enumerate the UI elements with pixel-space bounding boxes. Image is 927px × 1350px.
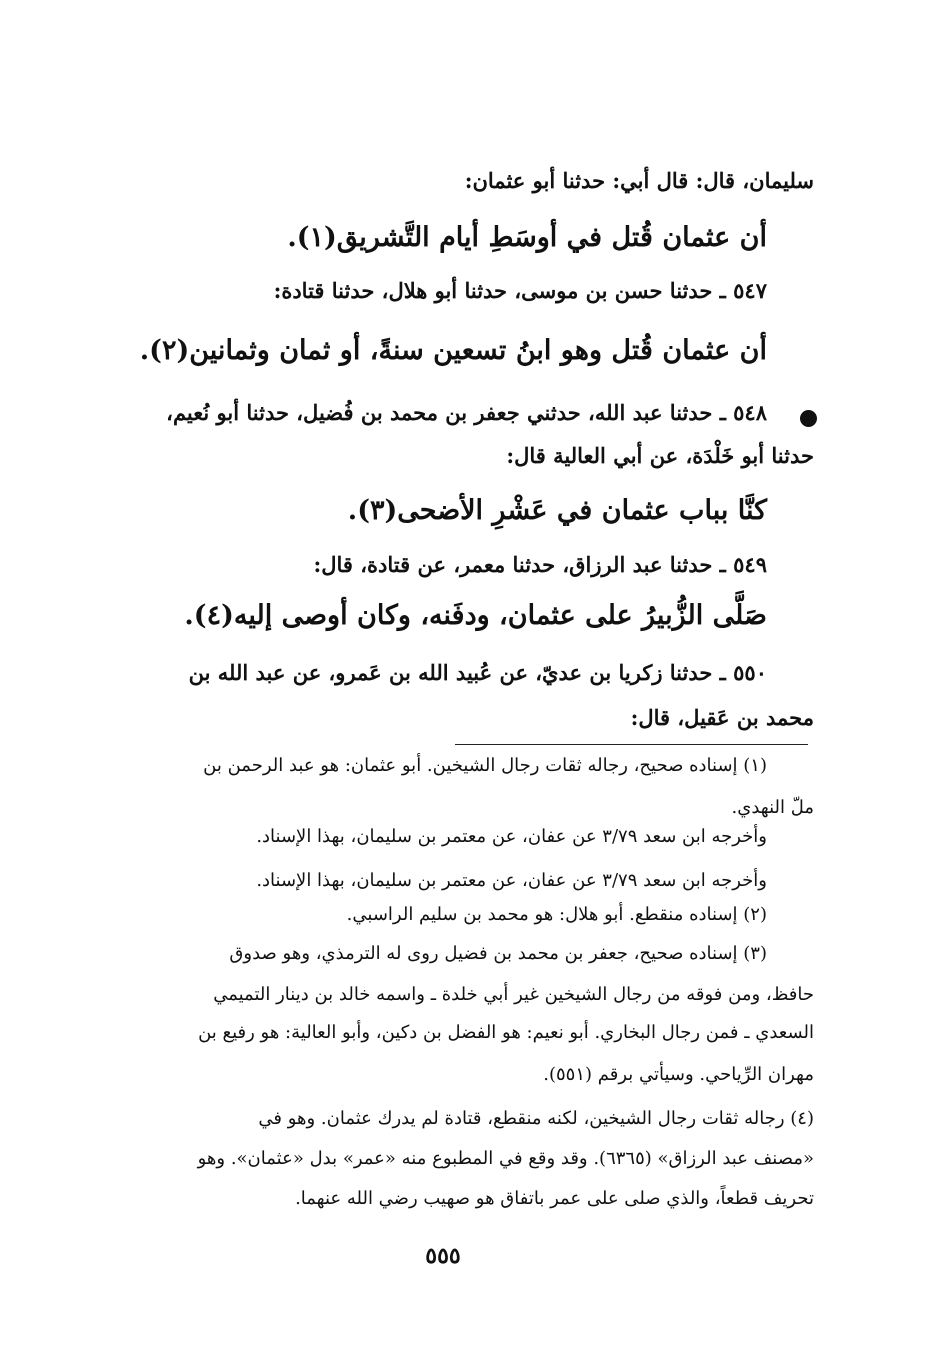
footnote-line: وأخرجه ابن سعد ٣/٧٩ عن عفان، عن معتمر بن سليمان، بهذا الإسناد. xyxy=(256,870,767,891)
text-line: حدثنا أبو خَلْدَة، عن أبي العالية قال: xyxy=(506,443,814,468)
text-line: ٥٥٠ ـ حدثنا زكريا بن عديّ، عن عُبيد الله بن عَمرو، عن عبد الله بن xyxy=(188,660,767,685)
footnote-line: ملّ النهدي. xyxy=(731,797,814,818)
hadith-text: كنَّا بباب عثمان في عَشْرِ الأضحى(٣). xyxy=(347,495,767,526)
text-line: ٥٤٨ ـ حدثنا عبد الله، حدثني جعفر بن محمد بن فُضيل، حدثنا أبو نُعيم، xyxy=(166,400,767,425)
text-line: سليمان، قال: قال أبي: حدثنا أبو عثمان: xyxy=(464,168,814,193)
footnote-line: السعدي ـ فمن رجال البخاري. أبو نعيم: هو الفضل بن دكين، وأبو العالية: هو رفيع بن xyxy=(198,1022,814,1043)
footnote-line: «مصنف عبد الرزاق» (٦٣٦٥). وقد وقع في المطبوع منه «عمر» بدل «عثمان». وهو xyxy=(197,1148,814,1169)
text-line: محمد بن عَقيل، قال: xyxy=(630,705,814,730)
footnote-line: وأخرجه ابن سعد ٣/٧٩ عن عفان، عن معتمر بن سليمان، بهذا الإسناد. xyxy=(256,826,767,847)
footnote-line: (٣) إسناده صحيح، جعفر بن محمد بن فضيل روى له الترمذي، وهو صدوق xyxy=(229,943,767,964)
footnote-line: مهران الرِّياحي. وسيأتي برقم (٥٥١). xyxy=(543,1064,814,1085)
footnote-line: حافظ، ومن فوقه من رجال الشيخين غير أبي خلدة ـ واسمه خالد بن دينار التميمي xyxy=(213,984,814,1005)
footnote-separator xyxy=(455,744,808,745)
text-line: ٥٤٩ ـ حدثنا عبد الرزاق، حدثنا معمر، عن قتادة، قال: xyxy=(313,552,767,577)
footnote-line: (١) إسناده صحيح، رجاله ثقات رجال الشيخين. أبو عثمان: هو عبد الرحمن بن xyxy=(203,755,767,776)
hadith-text: أن عثمان قُتل في أوسَطِ أيام التَّشريق(١). xyxy=(287,222,767,253)
footnote-line: (٤) رجاله ثقات رجال الشيخين، لكنه منقطع، قتادة لم يدرك عثمان. وهو في xyxy=(258,1108,814,1129)
bullet-marker xyxy=(800,410,817,427)
footnote-line: تحريف قطعاً، والذي صلى على عمر باتفاق هو صهيب رضي الله عنهما. xyxy=(295,1188,814,1209)
footnote-line: (٢) إسناده منقطع. أبو هلال: هو محمد بن سليم الراسبي. xyxy=(346,904,767,925)
hadith-text: أن عثمان قُتل وهو ابنُ تسعين سنةً، أو ثمان وثمانين(٢). xyxy=(139,335,767,366)
text-line: ٥٤٧ ـ حدثنا حسن بن موسى، حدثنا أبو هلال، حدثنا قتادة: xyxy=(273,278,767,303)
page-number: ٥٥٥ xyxy=(425,1243,461,1269)
hadith-text: صَلَّى الزُّبيرُ على عثمان، ودفَنه، وكان أوصى إليه(٤). xyxy=(184,600,767,631)
